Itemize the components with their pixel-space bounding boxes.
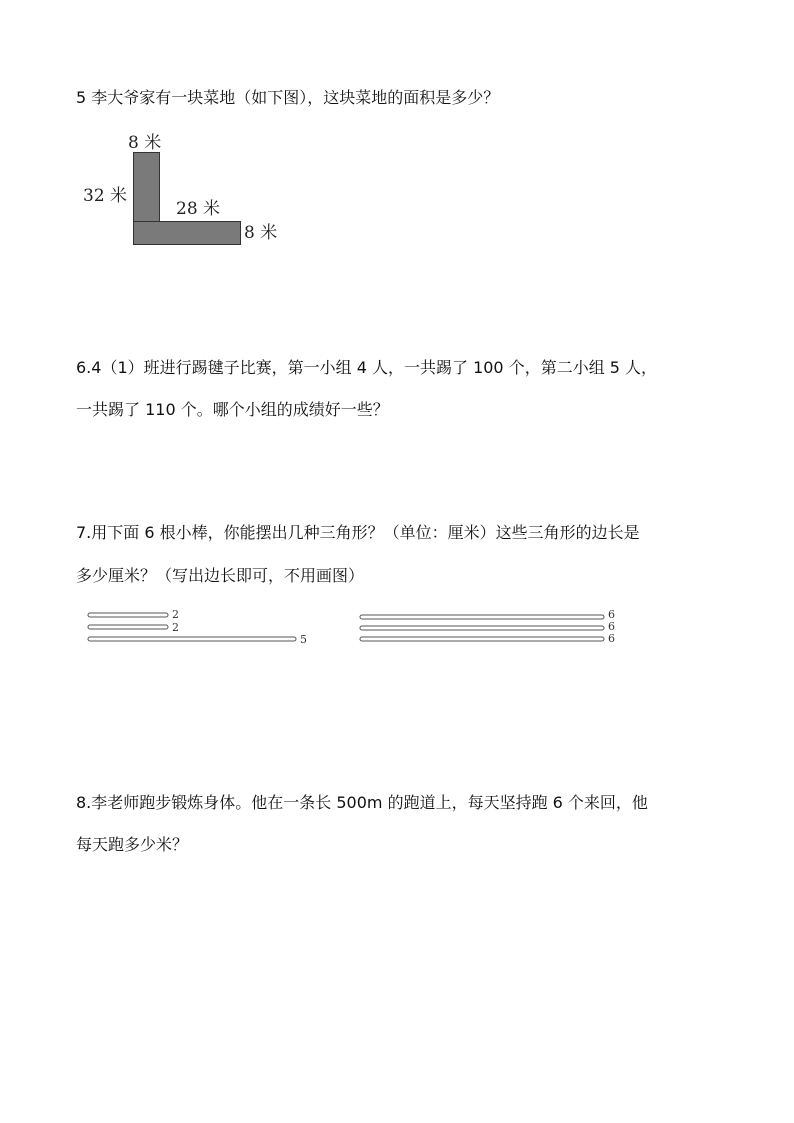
stick-label-6: 6 [608,632,615,645]
sticks-right-drawing [358,612,608,646]
label-inner-length: 28 米 [176,199,221,219]
stick-4 [360,615,604,619]
question-5-text: 5 李大爷家有一块菜地（如下图），这块菜地的面积是多少？ [76,88,500,107]
label-left-height: 32 米 [83,186,128,206]
stick-3 [88,637,296,641]
stick-label-1: 2 [172,608,179,621]
stick-2 [88,625,168,629]
stick-1 [88,613,168,617]
question-7-line-1: 7.用下面 6 根小棒，你能摆出几种三角形？（单位：厘米）这些三角形的边长是 [76,523,640,542]
l-shape-horizontal-part [133,221,241,245]
question-8-line-1: 8.李老师跑步锻炼身体。他在一条长 500m 的跑道上，每天坚持跑 6 个来回，他 [76,793,648,812]
label-top-width: 8 米 [128,133,162,153]
stick-label-3: 5 [300,633,307,646]
stick-6 [360,637,604,641]
sticks-left-drawing [86,610,306,646]
stick-5 [360,626,604,630]
question-7-line-2: 多少厘米？（写出边长即可，不用画图） [76,566,365,585]
question-6-line-2: 一共踢了 110 个。哪个小组的成绩好一些？ [76,400,389,419]
stick-label-4: 6 [608,608,615,621]
stick-label-2: 2 [172,621,179,634]
question-6-line-1: 6.4（1）班进行踢毽子比赛，第一小组 4 人，一共踢了 100 个，第二小组 5 人， [76,358,658,377]
stick-label-5: 6 [608,620,615,633]
label-right-width: 8 米 [244,223,278,243]
question-8-line-2: 每天跑多少米？ [76,835,189,854]
